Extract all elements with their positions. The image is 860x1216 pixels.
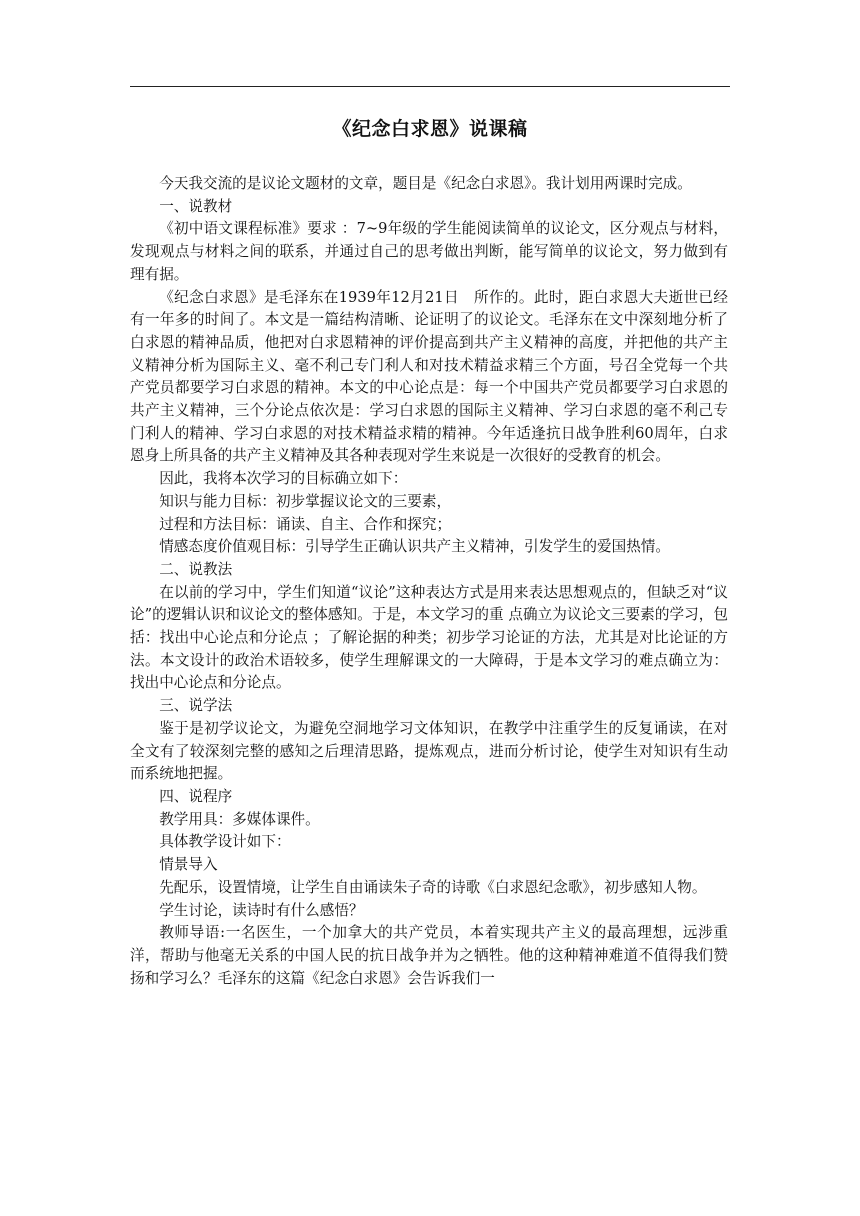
document-body [130, 173, 728, 990]
header-rule [130, 86, 730, 87]
paragraph-student-discussion: 学生讨论，读诗时有什么感悟？ [159, 901, 364, 919]
paragraph-goal-process: 过程和方法目标：诵读、自主、合作和探究； [159, 515, 452, 533]
paragraph-design-intro: 具体教学设计如下： [159, 833, 291, 851]
section-heading-teaching-method: 二、说教法 [159, 560, 233, 578]
paragraph-teaching-method: 在以前的学习中，学生们知道“议论”这种表达方式是用来表达思想观点的，但缺乏对“议论”的逻辑认识和议论文的整体感知。于是，本文学习的重 点确立为议论文三要素的学习，包括：找出中心论点和分论点 ；了解论据的种类；初步学习论证的方法，尤其是对比论证的方法。本文设计的政治术语较多，使学生理解课文的一大障碍，于是本文学习的难点确立为：找出中心论点和分论点。 [130, 583, 728, 692]
paragraph-scenario-intro: 情景导入 [159, 856, 218, 874]
section-heading-procedure: 四、说程序 [159, 787, 233, 805]
section-heading-learning-method: 三、说学法 [159, 697, 233, 715]
paragraph-music-reading: 先配乐，设置情境，让学生自由诵读朱子奇的诗歌《白求恩纪念歌》，初步感知人物。 [159, 878, 707, 896]
paragraph-teaching-tools: 教学用具：多媒体课件。 [159, 810, 320, 828]
paragraph-teacher-intro: 教师导语:一名医生，一个加拿大的共产党员，本着实现共产主义的最高理想，远涉重洋，帮助与他毫无关系的中国人民的抗日战争并为之牺牲。他的这种精神难道不值得我们赞扬和学习么？毛泽东的这篇《纪念白求恩》会告诉我们一 [130, 924, 728, 987]
paragraph-learning-method: 鉴于是初学议论文，为避免空洞地学习文体知识，在教学中注重学生的反复诵读，在对全文有了较深刻完整的感知之后理清思路，提炼观点，进而分析讨论，使学生对知识有生动而系统地把握。 [130, 719, 728, 783]
paragraph-curriculum-standard: 《初中语文课程标准》要求 ：7~9年级的学生能阅读简单的议论文，区分观点与材料，发现观点与材料之间的联系，并通过自己的思考做出判断，能写简单的议论文，努力做到有理有据。 [130, 220, 728, 283]
paragraph-goals-intro: 因此，我将本次学习的目标确立如下： [159, 470, 408, 488]
paragraph-text-analysis: 《纪念白求恩》是毛泽东在1939年12月21日 所作的。此时，距白求恩大夫逝世已经有一年多的时间了。本文是一篇结构清晰、论证明了的议论文。毛泽东在文中深刻地分析了白求恩的精神品质，他把对白求恩精神的评价提高到共产主义精神的高度，并把他的共产主义精神分析为国际主义、毫不利己专门利人和对技术精益求精三个方面，号召全党每一个共产党员都要学习白求恩的精神。本文的中心论点是：每一个中国共产党员都要学习白求恩的共产主义精神，三个分论点依次是：学习白求恩的国际主义精神、学习白求恩的毫不利己专门利人的精神、学习白求恩的对技术精益求精的精神。今年适逢抗日战争胜利60周年，白求恩身上所具备的共产主义精神及其各种表现对学生来说是一次很好的受教育的机会。 [130, 288, 728, 465]
paragraph-intro: 今天我交流的是议论文题材的文章，题目是《纪念白求恩》。我计划用两课时完成。 [159, 175, 692, 192]
section-heading-textbook: 一、说教材 [159, 197, 233, 215]
paragraph-goal-emotion: 情感态度价值观目标：引导学生正确认识共产主义精神，引发学生的爱国热情。 [159, 538, 670, 556]
paragraph-goal-knowledge: 知识与能力目标：初步掌握议论文的三要素， [159, 492, 452, 510]
document-title: 《纪念白求恩》说课稿 [332, 118, 528, 140]
